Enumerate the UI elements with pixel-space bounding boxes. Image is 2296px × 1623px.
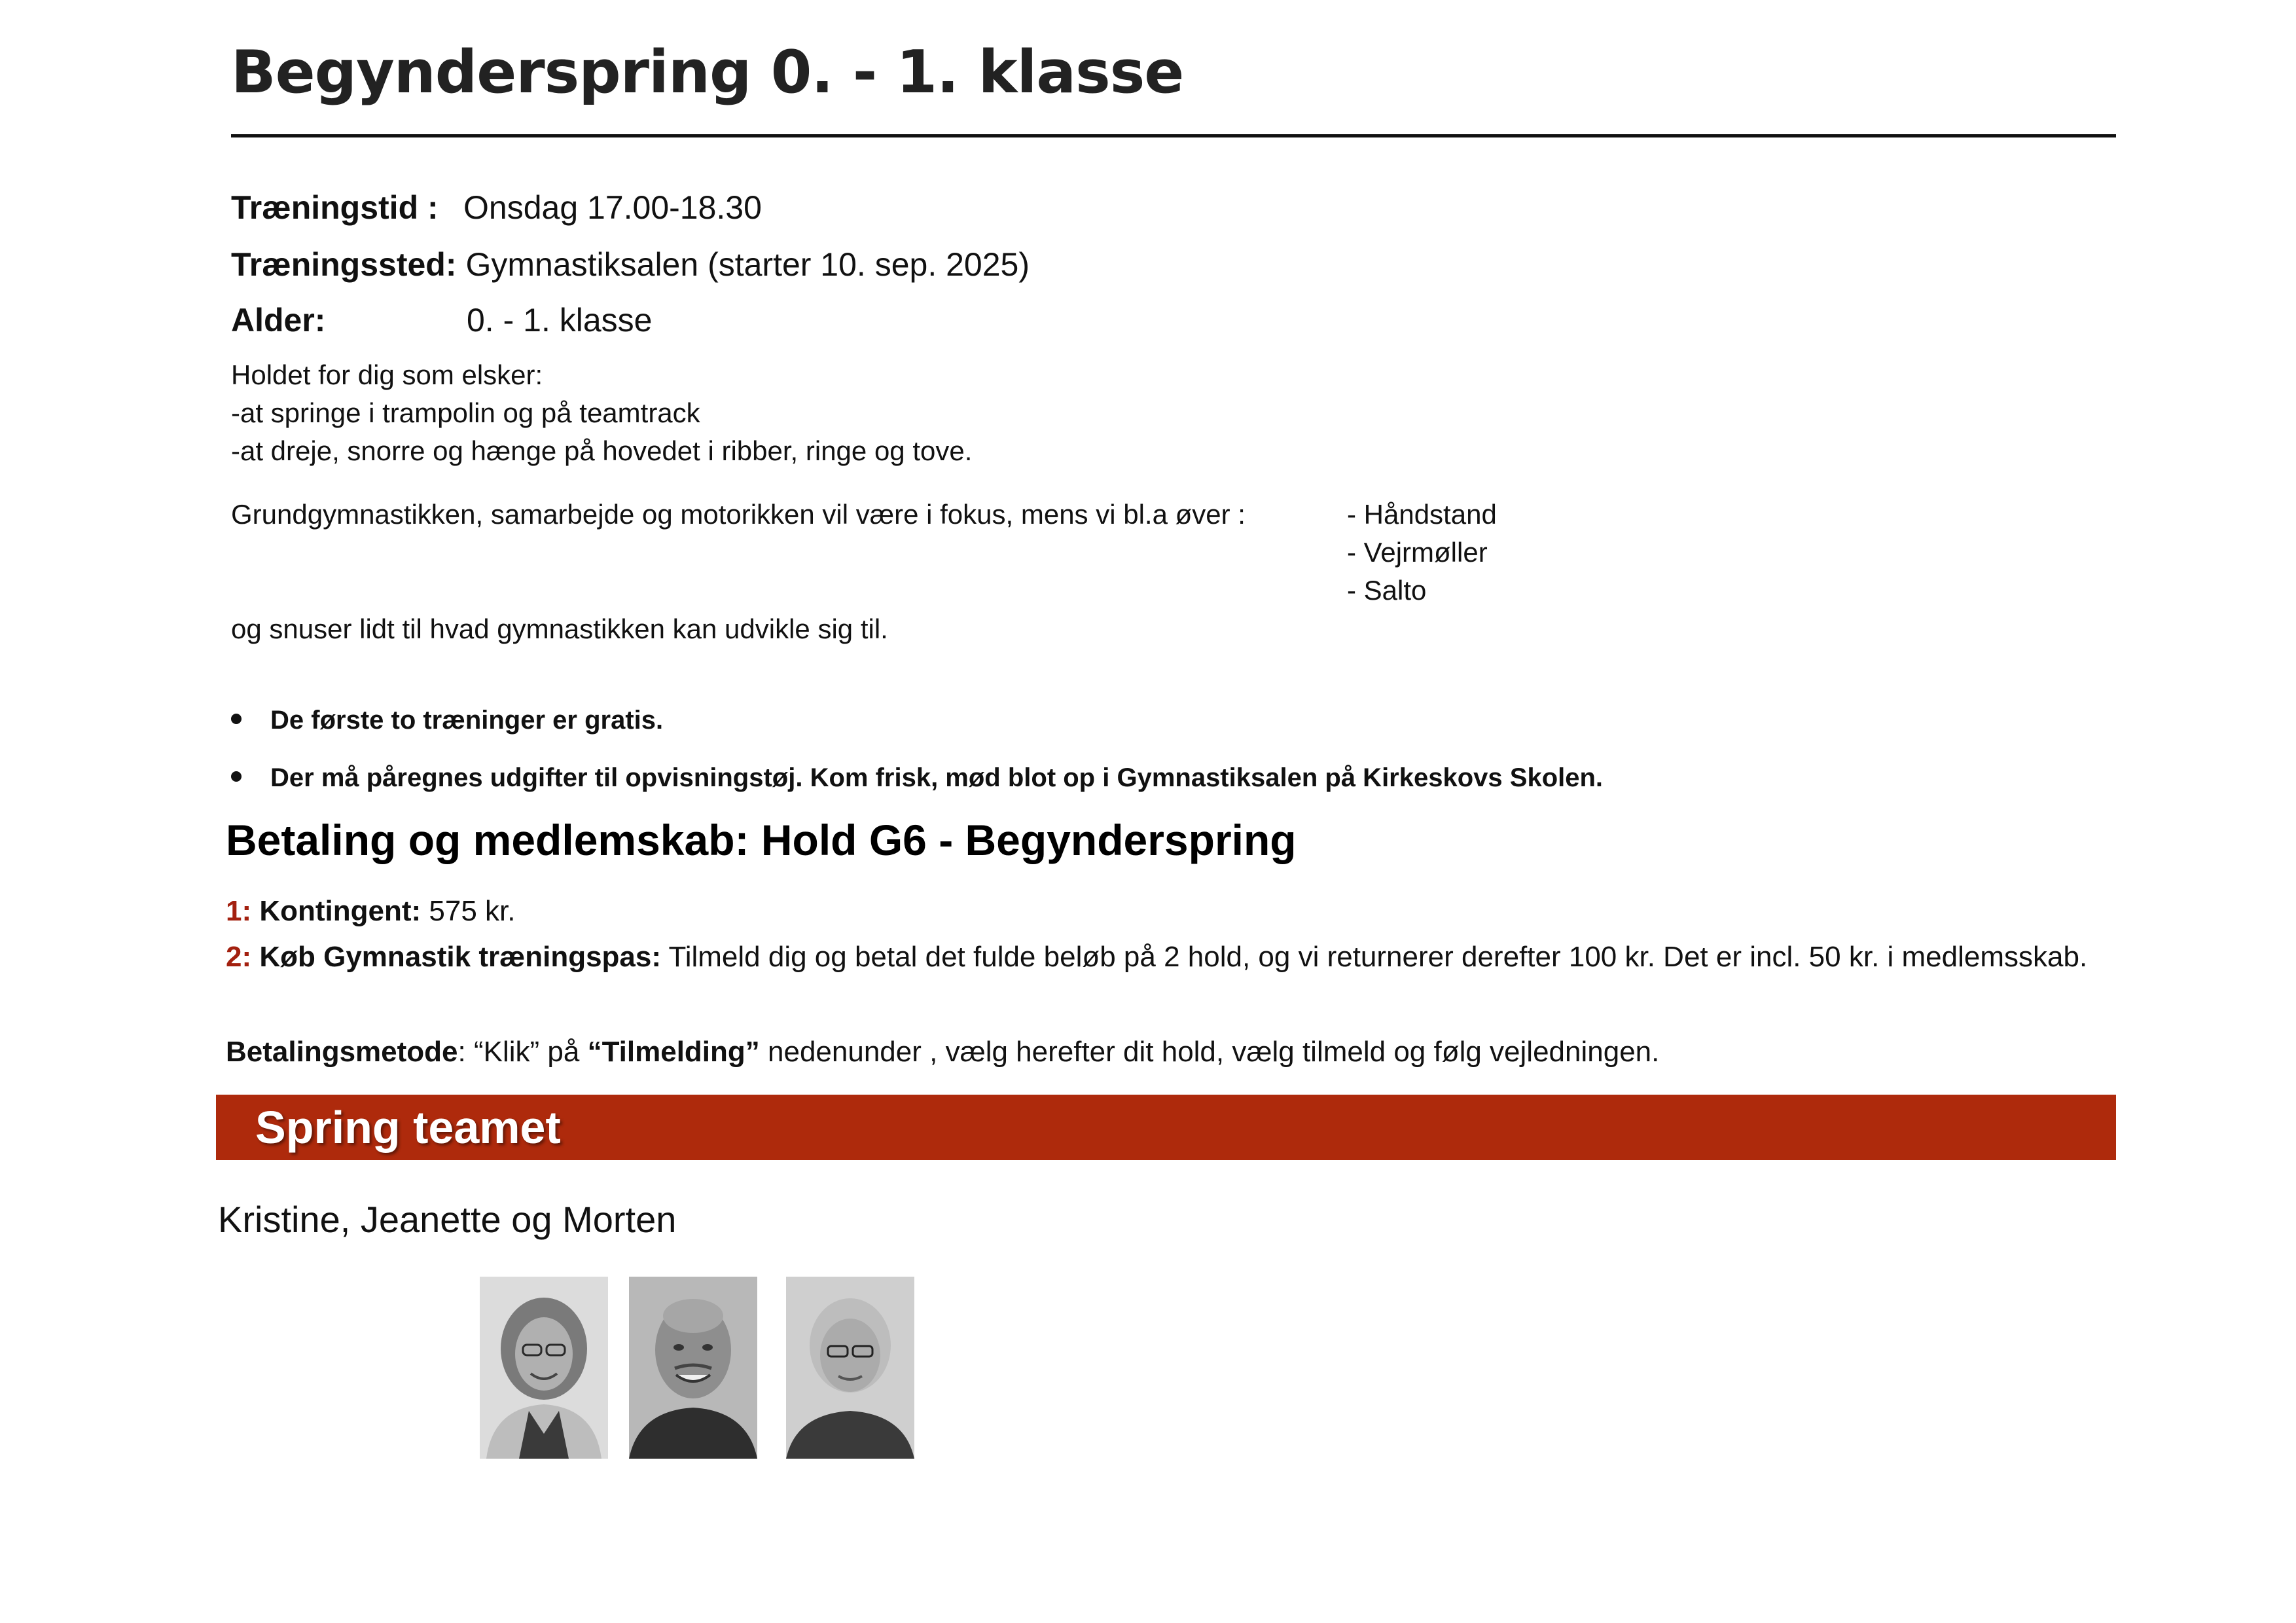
training-time-label: Træningstid : [231,189,439,226]
portrait-image [786,1277,914,1459]
team-banner [216,1095,2116,1160]
bullet-text: De første to træninger er gratis. [270,706,664,735]
title-divider [231,134,2116,137]
payment-item-text: 575 kr. [429,895,516,927]
bullet-item [231,765,1603,791]
bullet-dot-icon [231,714,242,724]
bullet-dot-icon [231,771,242,782]
tilmelding-link-text: “Tilmelding” [587,1036,760,1068]
age-row [231,301,652,339]
team-banner-title: Spring teamet [255,1102,561,1153]
payment-item-label: Kontingent: [259,895,422,927]
focus-closing: og snuser lidt til hvad gymnastikken kan udvikle sig til. [231,613,888,644]
training-place-value: Gymnastiksalen (starter 10. sep. 2025) [465,246,1030,283]
training-time-value: Onsdag 17.00-18.30 [463,189,762,226]
intro-line: -at dreje, snorre og hænge på hovedet i ribber, ringe og tove. [231,435,973,466]
payment-item-2 [226,943,2087,972]
payment-item-number: 2: [226,941,252,973]
payment-method-label: Betalingsmetode [226,1036,458,1068]
skill-item: - Vejrmøller [1347,537,1488,568]
trainer-photo-morten [629,1277,757,1459]
page-title: Begynderspring 0. - 1. klasse [231,38,1184,107]
intro-line: Holdet for dig som elsker: [231,359,543,390]
bullet-item [231,707,663,733]
intro-line: -at springe i trampolin og på teamtrack [231,397,700,428]
payment-item-label: Køb Gymnastik træningspas: [259,941,662,973]
skill-item: - Salto [1347,575,1427,606]
portrait-image [629,1277,757,1459]
trainer-photo-kristine [480,1277,608,1459]
payment-item-text: Tilmeld dig og betal det fulde beløb på 2 hold, og vi returnerer derefter 100 kr. Det er incl. 50 kr. i medlemsskab. [668,941,2088,973]
payment-method [226,1038,1659,1067]
training-place-label: Træningssted: [231,246,457,283]
payment-heading: Betaling og medlemskab: Hold G6 - Begynderspring [226,816,1297,864]
training-time-row [231,189,762,227]
payment-item-1 [226,897,516,926]
focus-lead: Grundgymnastikken, samarbejde og motorikken vil være i fokus, mens vi bl.a øver : [231,499,1246,530]
payment-method-text: : “Klik” på [457,1036,588,1068]
payment-item-number: 1: [226,895,252,927]
age-value: 0. - 1. klasse [467,302,653,338]
skill-item: - Håndstand [1347,499,1497,530]
payment-method-text: nedenunder , vælg herefter dit hold, vælg tilmeld og følg vejledningen. [759,1036,1660,1068]
training-place-row [231,246,1030,283]
age-label: Alder: [231,302,326,338]
bullet-text: Der må påregnes udgifter til opvisningstøj. Kom frisk, mød blot op i Gymnastiksalen på Kirkeskovs Skolen. [270,763,1604,792]
trainer-photo-jeanette [786,1277,914,1459]
portrait-image [480,1277,608,1459]
team-names: Kristine, Jeanette og Morten [218,1199,677,1240]
